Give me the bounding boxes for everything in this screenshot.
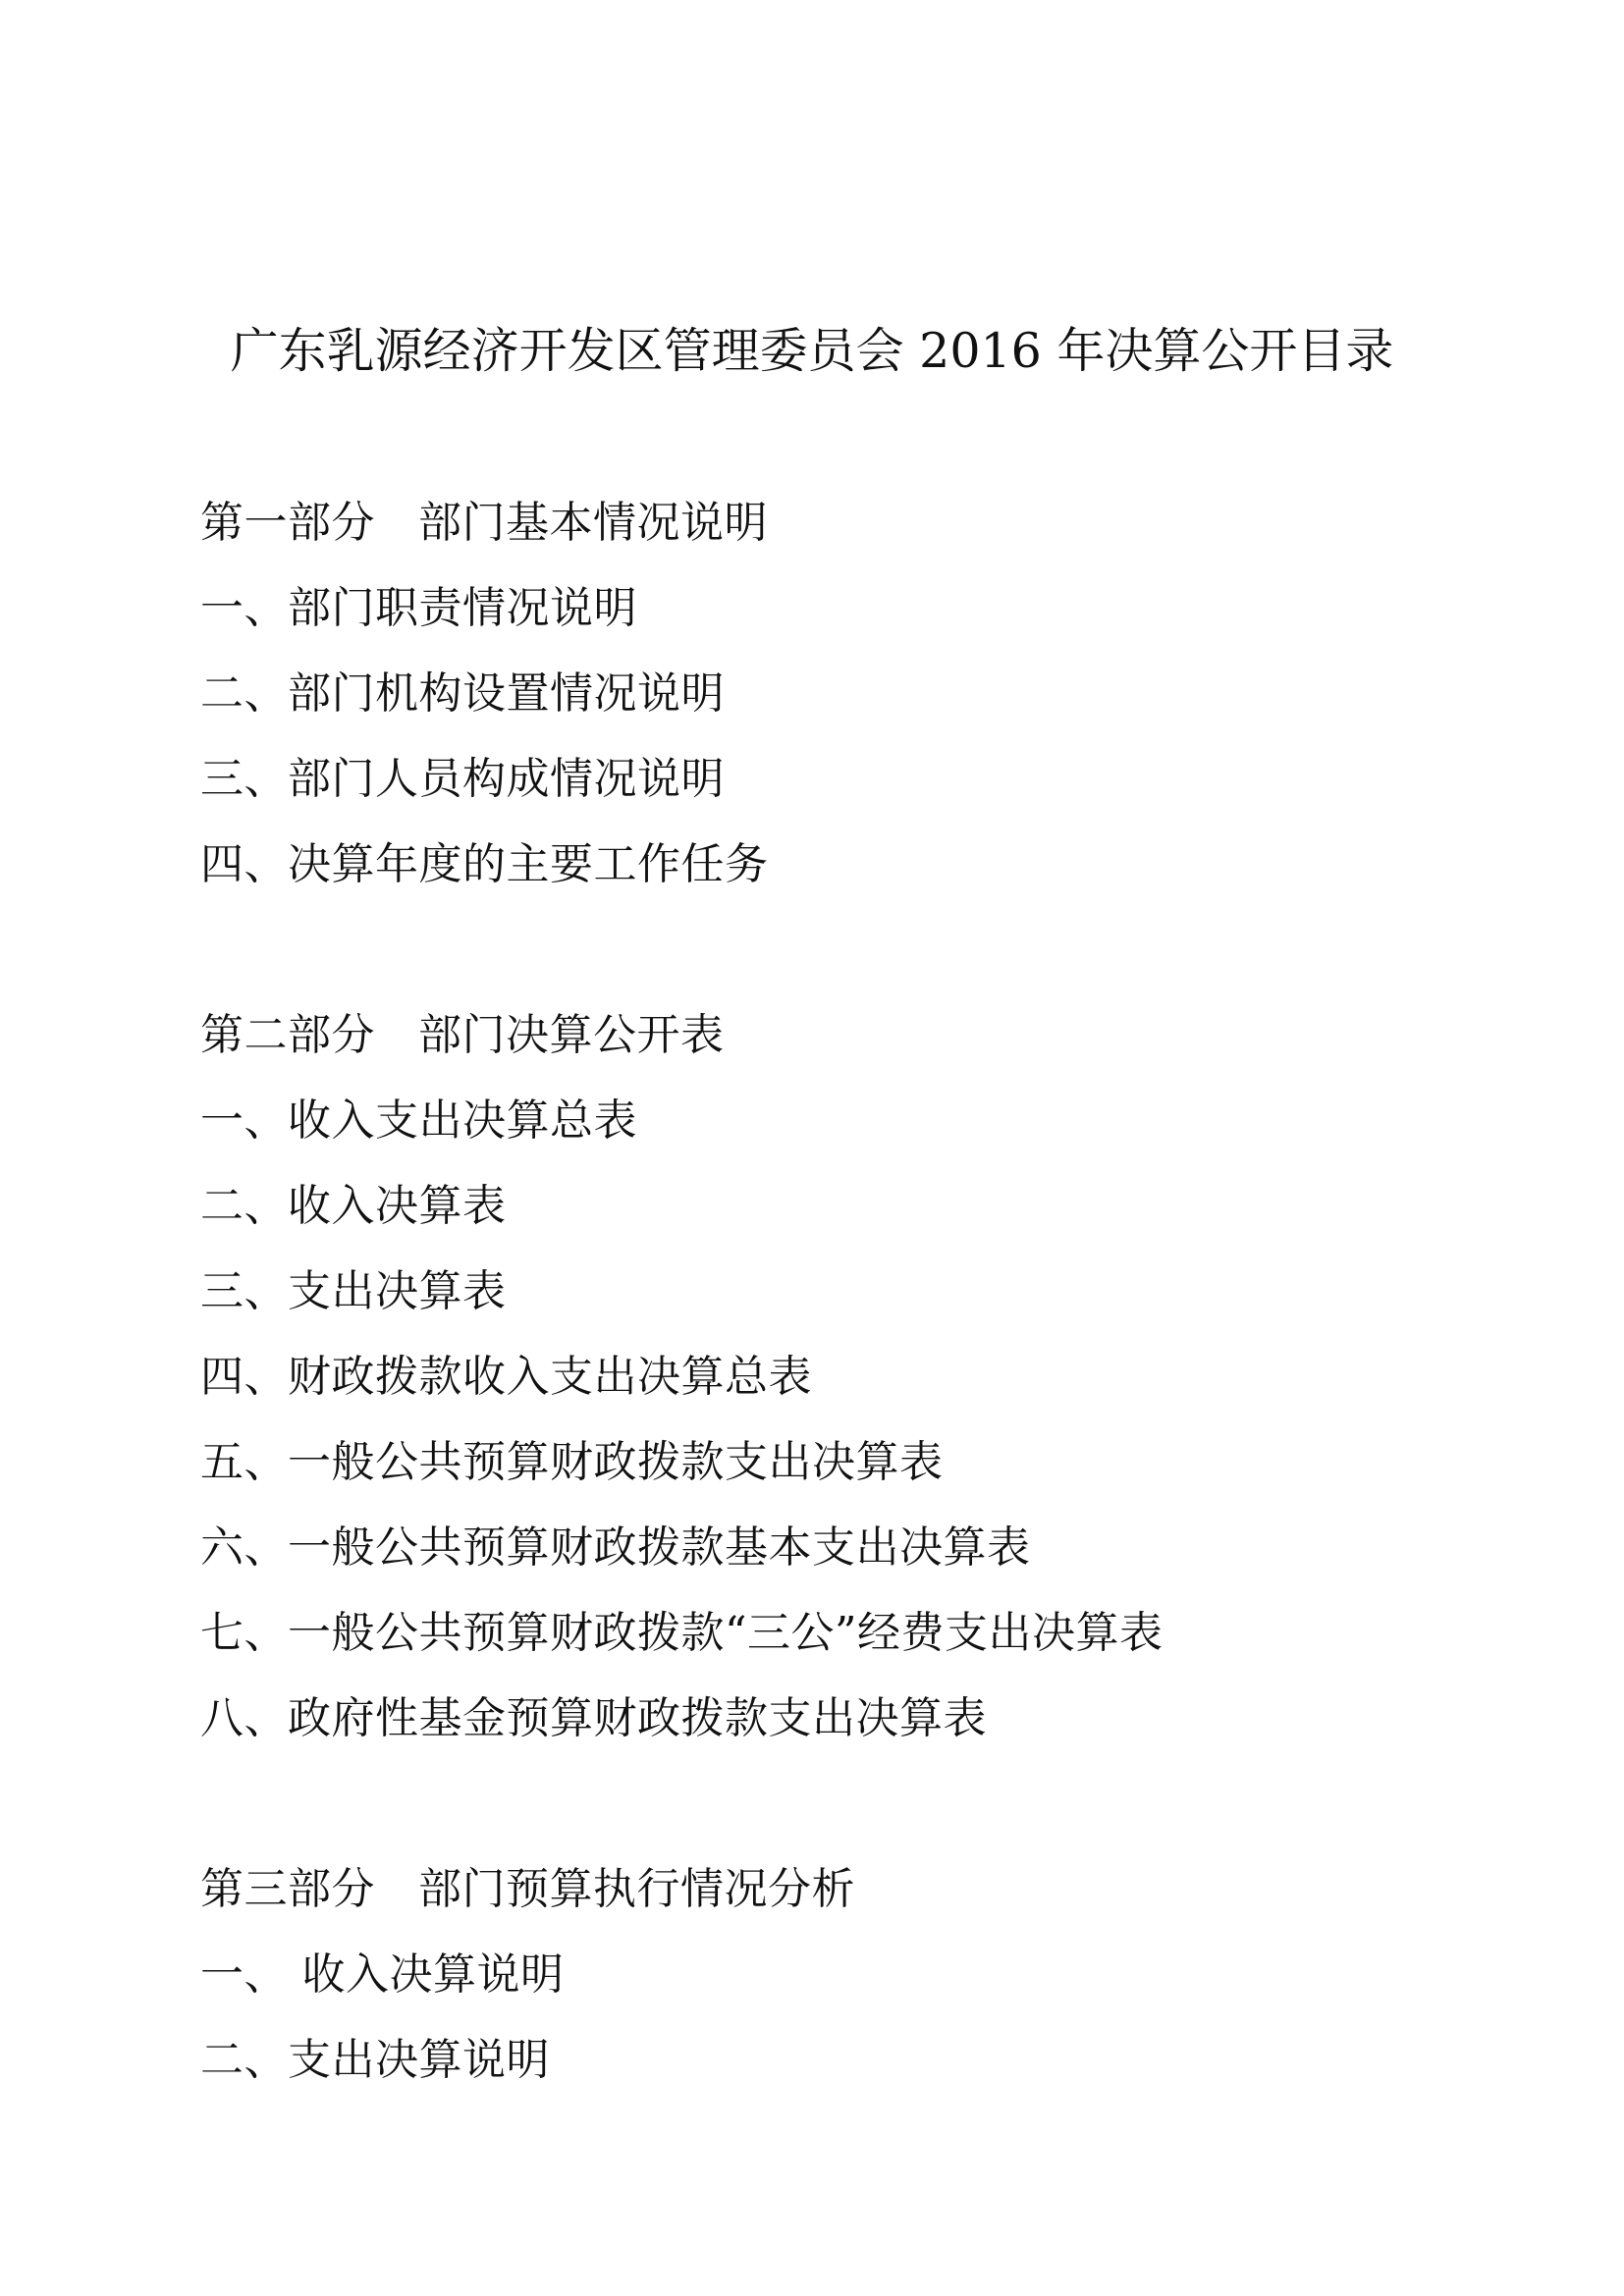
section-name: 部门预算执行情况分析 [418, 1864, 855, 1914]
list-item: 四、决算年度的主要工作任务 [200, 839, 769, 889]
section-part-label: 第二部分 [200, 1010, 375, 1060]
list-item: 一、 收入决算说明 [200, 1949, 565, 2000]
section-heading-1 [200, 496, 768, 551]
section-heading-3 [200, 1862, 855, 1917]
list-item: 七、一般公共预算财政拨款“三公”经费支出决算表 [200, 1608, 1164, 1658]
section-part-label: 第三部分 [200, 1864, 375, 1914]
list-item: 八、政府性基金预算财政拨款支出决算表 [200, 1693, 987, 1743]
section-heading-2 [200, 1008, 725, 1063]
list-item: 五、一般公共预算财政拨款支出决算表 [200, 1437, 944, 1487]
list-item: 二、部门机构设置情况说明 [200, 668, 725, 719]
list-item: 三、支出决算表 [200, 1266, 507, 1316]
list-item: 一、收入支出决算总表 [200, 1095, 637, 1146]
list-item: 三、部门人员构成情况说明 [200, 754, 725, 804]
section-name: 部门基本情况说明 [418, 498, 768, 548]
list-item: 六、一般公共预算财政拨款基本支出决算表 [200, 1522, 1031, 1573]
list-item: 二、收入决算表 [200, 1181, 507, 1231]
document-title: 广东乳源经济开发区管理委员会 2016 年决算公开目录 [230, 323, 1394, 379]
list-item: 四、财政拨款收入支出决算总表 [200, 1352, 812, 1402]
section-name: 部门决算公开表 [418, 1010, 725, 1060]
list-item: 一、部门职责情况说明 [200, 583, 637, 633]
list-item: 二、支出决算说明 [200, 2035, 550, 2085]
section-part-label: 第一部分 [200, 498, 375, 548]
